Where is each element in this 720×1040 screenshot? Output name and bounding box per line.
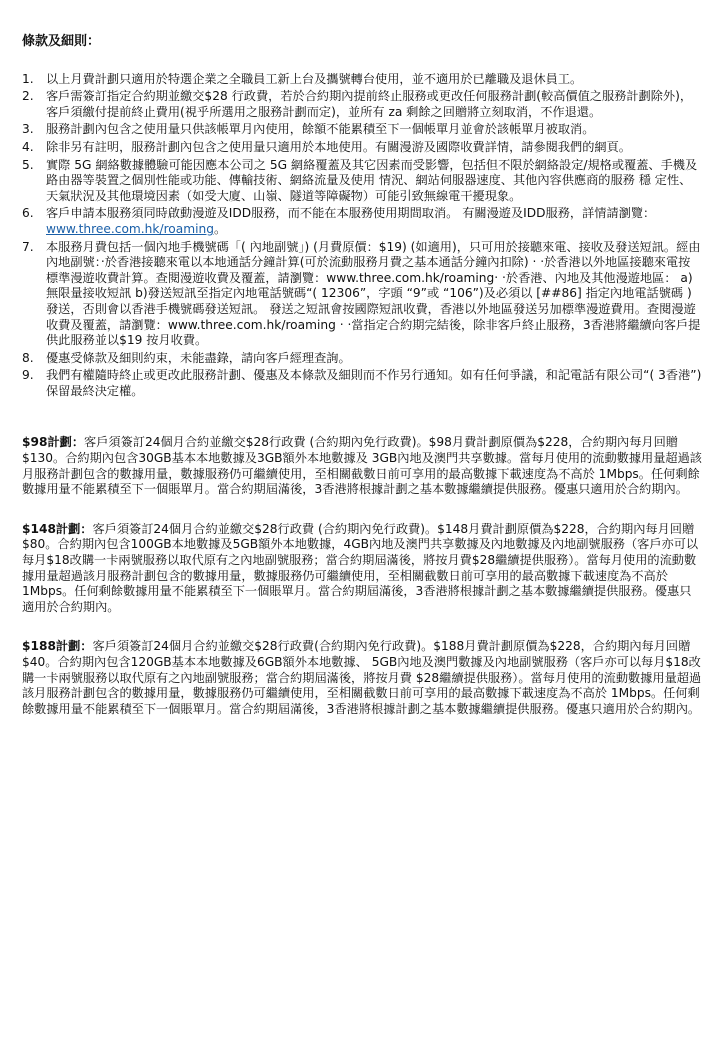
roaming-link[interactable]: www.three.com.hk/roaming (46, 221, 214, 236)
term-text: 客戶申請本服務須同時啟動漫遊及IDD服務，而不能在本服務使用期間取消。 有關漫遊及IDD服務，詳情請瀏覽： (46, 206, 656, 221)
plan-98-paragraph (22, 435, 702, 497)
term-text: 以上月費計劃只適用於特選企業之全職員工新上台及攜號轉台使用，並不適用於已離職及退休員工。 (46, 71, 583, 86)
plan-148-label: $148計劃： (22, 521, 93, 536)
terms-list (22, 72, 702, 400)
plan-98-label: $98計劃： (22, 435, 85, 450)
term-item (22, 89, 702, 120)
term-number: 2. (22, 89, 34, 104)
term-text: 除非另有註明，服務計劃內包含之使用量只適用於本地使用。有關漫游及國際收費詳情，請參閱我們的網頁。 (46, 139, 631, 154)
plan-188-label: $188計劃： (22, 639, 93, 654)
plan-188-paragraph (22, 639, 702, 717)
term-item (22, 158, 702, 205)
plan-98-text: 客戶須簽訂24個月合約並繳交$28行政費 (合約期內免行政費)。$98月費計劃原價為$228，合約期內每月回贈 $130。合約期內包含30GB基本本地數據及3GB額外本地數據及 3GB內地及澳門共享數據。當每月使用的流動數據用量超過該月服務計劃包含的數據用量，數據服務仍可繼續使用，至相關截數日前可享用的最高數據下載速度為不高於 1Mbps。任何剩餘數據用量不能累積至下一個賬單月。當合約期屆滿後，3香港將根據計劃之基本數據繼續提供服務。優惠只適用於合約期內。 (22, 435, 702, 497)
term-text: 客戶需簽訂指定合約期並繳交$28 行政費，若於合約期內提前終止服務或更改任何服務計劃(較高價值之服務計劃除外)，客戶須繳付提前終止費用(視乎所選用之服務計劃而定)，並所有 za 剩餘之回贈將立刻取消，不作退還。 (46, 89, 693, 119)
term-number: 4. (22, 139, 34, 154)
term-text: 服務計劃內包含之使用量只供該帳單月內使用，餘額不能累積至下一個帳單月並會於該帳單月被取消。 (46, 122, 595, 137)
plan-148-text: 客戶須簽訂24個月合約並繳交$28行政費 (合約期內免行政費)。$148月費計劃原價為$228，合約期內每月回贈 $80。合約期內包含100GB本地數據及5GB額外本地數據，4GB內地及澳門共享數據及內地數據及內地副號服務（客戶亦可以每月$18改購一卡兩號服務以取代原有之內地副號服務；當合約期屆滿後，將按月費$28繼續提供服務）。當每月使用的流動數據用量超過該月服務計劃包含的數據用量，數據服務仍可繼續使用，至相關截數日前可享用的最高數據下載速度為不高於1Mbps。任何剩餘數據用量不能累積至下一個賬單月。當合約期屆滿後，3香港將根據計劃之基本數據繼續提供服務。優惠只適用於合約期內。 (22, 521, 699, 614)
term-item (22, 122, 702, 138)
term-item (22, 140, 702, 156)
term-number: 6. (22, 206, 34, 221)
term-number: 3. (22, 122, 34, 137)
term-number: 9. (22, 368, 34, 383)
term-item (22, 72, 702, 88)
term-item (22, 206, 702, 237)
term-text: 我們有權隨時終止或更改此服務計劃、優惠及本條款及細則而不作另行通知。如有任何爭議，和記電話有限公司“( 3香港”)保留最終決定權。 (46, 368, 702, 398)
document-title: 條款及細則： (22, 34, 101, 49)
term-text: 優惠受條款及細則約束，未能盡錄，請向客戶經理查詢。 (46, 350, 351, 365)
term-number: 7. (22, 239, 34, 254)
term-item (22, 351, 702, 367)
term-text: 本服務月費包括一個內地手機號碼「( 內地副號」) (月費原價：$19) (如適用)，只可用於接聽來電、接收及發送短訊。經由內地副號：‧於香港接聽來電以本地通話分鐘計算(可於流動服務月費之基本通話分鐘內扣除) ‧ ‧於香港以外地區接聽來電按標準漫遊收費計算。查閱漫遊收費及覆蓋，請瀏覽：www.three.com.hk/roaming‧ ‧於香港、內地及其他漫遊地區： a) 無限量接收短訊 b)發送短訊至指定內地電話號碼“( 12306”，字頭 “9”或 “106”)及必須以 [##86] 指定內地電話號碼 ) 發送，否則會以香港手機號碼發送短訊。 發送之短訊會按國際短訊收費，香港以外地區發送另加標準漫遊費用。查閱漫遊收費及覆蓋，請瀏覽：www.three.com.hk/roaming ‧ ‧當指定合約期完結後，除非客戶終止服務，3香港將繼續向客戶提供此服務並以$19 按月收費。 (46, 239, 701, 348)
term-number: 8. (22, 350, 34, 365)
term-text: 實際 5G 網絡數據體驗可能因應本公司之 5G 網絡覆蓋及其它因素而受影響，包括但不限於網絡設定/規格或覆蓋、手機及路由器等裝置之個別性能或功能、傳輸技術、網絡流量及使用 情況、網站伺服器速度、其他內容供應商的服務 穩 定性、天氣狀況及其他環境因素（如受大廈、山嶺、隧道等障礙物）可能引致無線電干擾現象。 (46, 157, 698, 203)
term-number: 1. (22, 71, 34, 86)
plan-188-text: 客戶須簽訂24個月合約並繳交$28行政費(合約期內免行政費)。$188月費計劃原價為$228，合約期內每月回贈 $40。合約期內包含120GB基本本地數據及6GB額外本地數據、 5GB內地及澳門數據及內地副號服務（客戶亦可以每月$18改購一卡兩號服務以取代原有之內地副號服務；當合約期屆滿後，將按月費 $28繼續提供服務）。當每月使用的流動數據用量超過該月服務計劃包含的數據用量，數據服務仍可繼續使用，至相關截數日前可享用的最高數據下載速度為不高於 1Mbps。任何剩餘數據用量不能累積至下一個賬單月。當合約期屆滿後，3香港將根據計劃之基本數據繼續提供服務。優惠只適用於合約期內。 (22, 639, 702, 716)
term-item (22, 240, 702, 349)
term-item (22, 368, 702, 399)
term-number: 5. (22, 157, 34, 172)
plan-148-paragraph (22, 522, 702, 616)
term-text-end: 。 (213, 221, 227, 236)
